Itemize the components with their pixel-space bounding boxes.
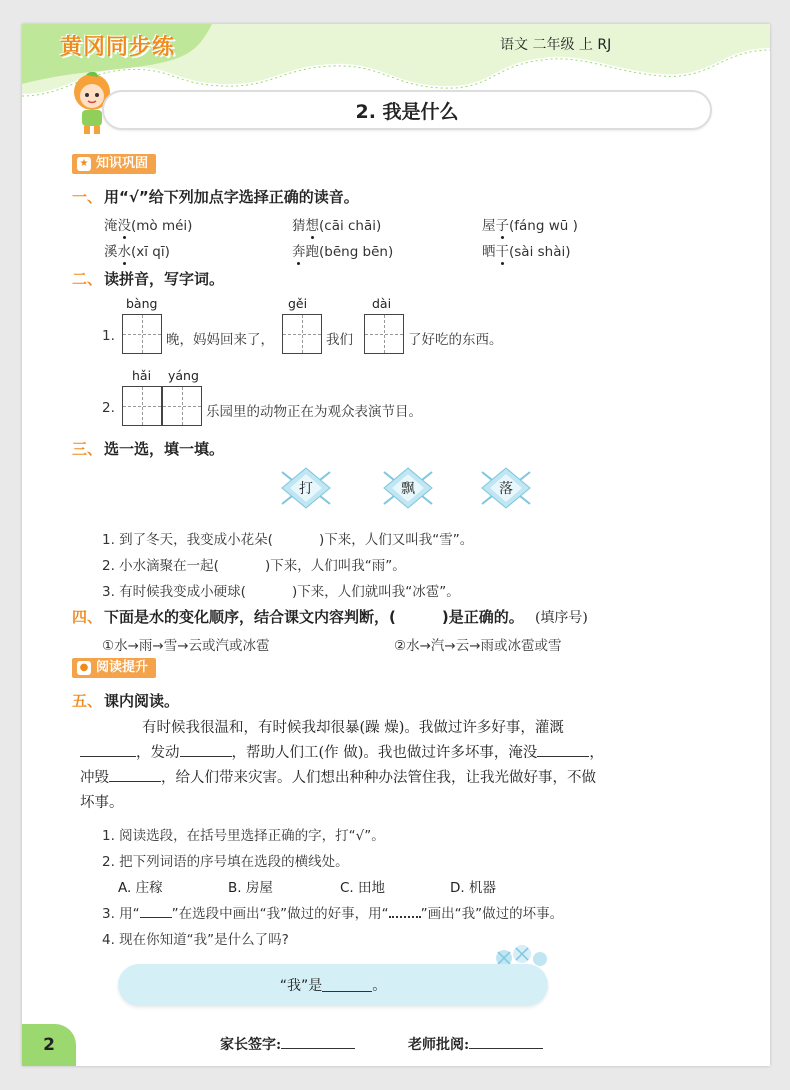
page-number: 2 [22,1024,76,1066]
choice-snowflake-1 [278,466,334,510]
signature-line[interactable] [281,1035,355,1049]
question-1 [72,186,359,207]
sentence-part: 我们 [326,332,353,348]
sentence-part: 晚，妈妈回来了， [166,332,274,348]
order-option-1: ①水→雨→雪→云或汽或冰雹 [102,638,270,654]
question-number: 四、 [72,608,103,626]
question-3 [72,438,224,459]
sentence-part: 了好吃的东西。 [408,332,503,348]
choice-snowflake-3 [478,466,534,510]
question-number: 一、 [72,188,103,206]
writing-grid[interactable] [122,314,162,354]
fill-line-3: 3. 有时候我变成小硬球( )下来，人们就叫我“冰雹”。 [102,584,460,600]
answer-line: “我”是 。 [279,978,387,994]
choice-label: 打 [299,481,313,497]
section-label: 阅读提升 [96,660,149,675]
question-text: 选一选，填一填。 [104,440,225,458]
sub-question-2: 2. 把下列词语的序号填在选段的横线处。 [102,854,349,870]
choice-label: 落 [499,481,513,497]
bulb-icon: ● [77,661,91,675]
row-number: 2. [102,400,115,416]
star-icon: ★ [77,157,91,171]
answer-blank[interactable] [322,978,372,992]
question-note: (填序号) [534,610,588,626]
writing-grid[interactable] [122,386,162,426]
sub-question-1: 1. 阅读选段，在括号里选择正确的字，打“√”。 [102,828,385,844]
word-option-b: B. 房屋 [228,880,273,896]
straight-line-mark [140,906,172,918]
row-number: 1. [102,328,115,344]
question-2 [72,268,224,289]
pinyin-yang: yáng [168,368,199,383]
word-option-c: C. 田地 [340,880,386,896]
pinyin-item-5: 奔跑(bēng bēn) [292,244,394,260]
pinyin-hai: hǎi [132,368,152,383]
question-number: 三、 [72,440,103,458]
fill-line-2: 2. 小水滴聚在一起( )下来，人们叫我“雨”。 [102,558,406,574]
pinyin-gei: gěi [288,296,308,311]
passage-line-3: 冲毁 ，给人们带来灾害。人们想出种种办法管住我，让我光做好事，不做 [80,770,596,786]
passage-line-1: 有时候我很温和，有时候我却很暴(躁 燥)。我做过许多好事，灌溉 [142,720,564,736]
question-5 [72,690,179,711]
question-text: 用“√”给下列加点字选择正确的读音。 [104,188,359,206]
workbook-page [22,24,770,1066]
passage-blank[interactable] [180,743,232,757]
question-4: 四、 下面是水的变化顺序，结合课文内容判断，( )是正确的。 (填序号) [72,608,588,626]
wavy-line-mark [389,906,421,918]
writing-grid[interactable] [162,386,202,426]
subject-label: 语文 二年级 上 RJ [500,37,612,53]
pinyin-item-3: 屋子(fáng wū ) [482,218,578,234]
sub-question-3: 3. 用“ ”在选段中画出“我”做过的好事，用“ ”画出“我”做过的坏事。 [102,906,564,922]
passage-blank[interactable] [537,743,589,757]
section-tag-reading [72,658,156,678]
question-number: 五、 [72,692,103,710]
parent-signature: 家长签字: [220,1034,355,1054]
word-option-a: A. 庄稼 [118,880,163,896]
passage-blank[interactable] [80,743,136,757]
brand-logo: 黄冈同步练 [60,35,176,60]
writing-grid[interactable] [364,314,404,354]
word-option-d: D. 机器 [450,880,496,896]
pinyin-dai: dài [372,296,392,311]
sentence-part: 乐园里的动物正在为观众表演节目。 [206,404,422,420]
pinyin-item-1: 淹没(mò méi) [104,218,193,234]
pinyin-item-2: 猜想(cāi chāi) [292,218,382,234]
choice-snowflake-2 [380,466,436,510]
passage-blank[interactable] [109,768,161,782]
question-text: 课内阅读。 [104,692,180,710]
teacher-review: 老师批阅: [408,1034,543,1054]
signature-line[interactable] [469,1035,543,1049]
passage-line-4: 坏事。 [80,795,124,811]
section-tag-knowledge [72,154,156,174]
question-text: 读拼音，写字词。 [104,270,225,288]
choice-label: 飘 [401,481,415,497]
order-option-2: ②水→汽→云→雨或冰雹或雪 [394,638,562,654]
pinyin-item-4: 溪水(xī qī) [104,244,170,260]
fill-line-1: 1. 到了冬天，我变成小花朵( )下来，人们又叫我“雪”。 [102,532,474,548]
writing-grid[interactable] [282,314,322,354]
pinyin-bang: bàng [126,296,158,311]
lesson-title: 2. 我是什么 [102,90,712,130]
passage-line-2: ，发动 ，帮助人们工(作 做)。我也做过许多坏事，淹没 ， [80,741,720,766]
answer-box [118,964,548,1006]
sub-question-4: 4. 现在你知道“我”是什么了吗? [102,932,289,948]
pinyin-item-6: 晒干(sài shài) [482,244,571,260]
section-label: 知识巩固 [96,156,149,171]
question-number: 二、 [72,270,103,288]
